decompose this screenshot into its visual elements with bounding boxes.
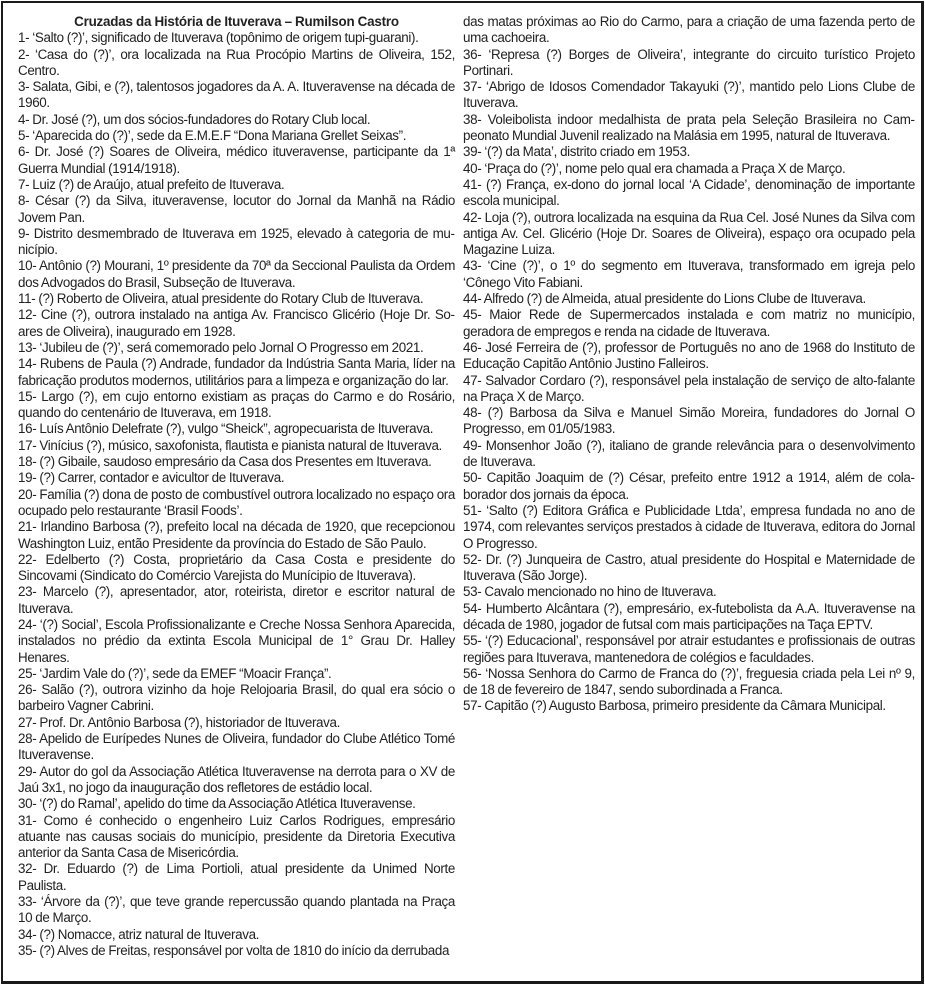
clue-item: 17- Vinícius (?), músico, saxofonista, flautista e pianista natural de Ituverava.	[18, 437, 442, 453]
clue-item: 21- Irlandino Barbosa (?), prefeito local na década de 1920, que recepcionou Washington Luiz, então Presidente da província do Estado de São Paulo.	[18, 519, 455, 551]
clue-item: 18- (?) Gibaile, saudoso empresário da Casa dos Presentes em Ituverava.	[18, 454, 432, 470]
clue-item: 7- Luiz (?) de Araújo, atual prefeito de Ituverava.	[18, 176, 285, 192]
left-clue-list	[18, 30, 455, 959]
clue-item: 8- César (?) da Silva, ituveravense, locutor do Jornal da Manhã na Rádio Jovem Pan.	[18, 193, 455, 225]
clue-item: 6- Dr. José (?) Soares de Oliveira, médico ituveravense, participante da 1ª Guerra Mundial (1914/1918).	[18, 144, 455, 176]
clue-item: 40- ‘Praça do (?)’, nome pelo qual era chamada a Praça X de Março.	[463, 160, 846, 176]
clue-item: 52- Dr. (?) Junqueira de Castro, atual presidente do Hospital e Maternidade de Ituverava (São Jorge).	[463, 551, 915, 584]
clue-item: das matas próximas ao Rio do Carmo, para a criação de uma fazenda perto de uma cachoeira.	[463, 14, 915, 46]
clue-item: 16- Luís Antônio Delefrate (?), vulgo “Sheick”, agropecuarista de Ituverava.	[18, 421, 434, 437]
clue-item: 12- Cine (?), outrora instalado na antiga Av. Francisco Glicério (Hoje Dr. Soares de Oliveira), inaugurado em 1928.	[18, 307, 455, 339]
clue-item: 11- (?) Roberto de Oliveira, atual presidente do Rotary Club de Ituverava.	[18, 291, 424, 307]
clue-item: 5- ‘Aparecida do (?)’, sede da E.M.E.F “Dona Mariana Grellet Seixas”.	[18, 128, 407, 144]
clue-item: 32- Dr. Eduardo (?) de Lima Portioli, atual presidente da Unimed Norte Paulista.	[18, 861, 455, 893]
clue-item: 55- ‘(?) Educacional’, responsável por atrair estudantes e profissionais de outras regiões para Ituverava, mantenedora de colégios e faculdades.	[463, 633, 915, 665]
clue-item: 3- Salata, Gibi, e (?), talentosos jogadores da A. A. Ituveravense na década de 1960.	[18, 79, 455, 111]
clue-item: 13- ‘Jubileu de (?)’, será comemorado pelo Jornal O Progresso em 2021.	[18, 339, 424, 355]
right-clue-list	[463, 14, 915, 715]
clue-item: 10- Antônio (?) Mourani, 1º presidente da 70ª da Seccional Paulista da Ordem dos Advogados do Brasil, Subseção de Ituverava.	[18, 258, 455, 290]
clue-item: 37- ‘Abrigo de Idosos Comendador Takayuki (?)’, mantido pelo Lions Clube de Ituverava.	[463, 79, 915, 111]
clue-item: 47- Salvador Cordaro (?), responsável pela instalação de serviço de alto-falante na Praça X de Março.	[463, 372, 915, 404]
clue-item: 41- (?) França, ex-dono do jornal local ‘A Cidade’, denominação de importante escola municipal.	[463, 176, 915, 209]
clue-item: 46- José Ferreira de (?), professor de Português no ano de 1968 do Instituto de Educação Capitão Antônio Justino Falleiros.	[463, 339, 915, 372]
clue-item: 42- Loja (?), outrora localizada na esquina da Rua Cel. José Nunes da Silva com antiga Av. Cel. Glicério (Hoje Dr. Soares de Oliveira), espaço ora ocupado pela Magazine Luiza.	[463, 209, 915, 258]
clue-item: 29- Autor do gol da Associação Atlética Ituveravense na derrota para o XV de Jaú 3x1, no jogo da inauguração dos refletores de estádio local.	[18, 763, 455, 795]
clue-item: 50- Capitão Joaquim de (?) César, prefeito entre 1912 a 1914, além de colaborador dos jornais da época.	[463, 470, 915, 502]
clue-item: 33- ‘Árvore da (?)’, que teve grande repercussão quando plantada na Praça 10 de Março.	[18, 894, 455, 926]
clue-item: 23- Marcelo (?), apresentador, ator, roteirista, diretor e escritor natural de Ituverava.	[18, 584, 455, 616]
clue-item: 9- Distrito desmembrado de Ituverava em 1925, elevado à categoria de município.	[18, 225, 455, 258]
clue-item: 19- (?) Carrer, contador e avicultor de Ituverava.	[18, 470, 285, 486]
clue-item: 45- Maior Rede de Supermercados instalada e com matriz no município, geradora de empregos e renda na cidade de Ituverava.	[463, 307, 915, 339]
clue-item: 43- ‘Cine (?)’, o 1º do segmento em Ituverava, transformado em igreja pelo ‘Cônego Vito Fabiani.	[463, 258, 915, 290]
clue-item: 28- Apelido de Eurípedes Nunes de Oliveira, fundador do Clube Atlético Tomé Ituveravense.	[18, 731, 455, 763]
clue-item: 14- Rubens de Paula (?) Andrade, fundador da Indústria Santa Maria, líder na fabricação produtos modernos, utilitários para a limpeza e organização do lar.	[18, 356, 455, 388]
clue-item: 38- Voleibolista indoor medalhista de prata pela Seleção Brasileira no Campeonato Mundial Juvenil realizado na Malásia em 1995, natural de Ituverava.	[463, 111, 915, 144]
clue-item: 4- Dr. José (?), um dos sócios-fundadores do Rotary Club local.	[18, 111, 371, 127]
clue-item: 54- Humberto Alcântara (?), empresário, ex-futebolista da A.A. Ituveravense na década de 1980, jogador de futsal com mais participações na Taça EPTV.	[463, 600, 915, 632]
clue-item: 57- Capitão (?) Augusto Barbosa, primeiro presidente da Câmara Municipal.	[463, 698, 886, 714]
clue-item: 24- ‘(?) Social’, Escola Profissionalizante e Creche Nossa Senhora Aparecida, instalados no prédio da extinta Escola Municipal de 1° Grau Dr. Halley Henares.	[18, 616, 455, 665]
document-title: Cruzadas da História de Ituverava – Rumilson Castro	[74, 14, 399, 29]
left-column	[18, 14, 455, 966]
clue-item: 1- ‘Salto (?)’, significado de Ituverava (topônimo de origem tupi-guarani).	[18, 30, 419, 46]
clue-columns	[18, 14, 915, 966]
clue-item: 27- Prof. Dr. Antônio Barbosa (?), historiador de Ituverava.	[18, 714, 340, 730]
clue-item: 53- Cavalo mencionado no hino de Ituverava.	[463, 584, 717, 600]
clue-item: 25- ‘Jardim Vale do (?)’, sede da EMEF “Moacir França”.	[18, 665, 332, 681]
clue-item: 51- ‘Salto (?) Editora Gráfica e Publicidade Ltda’, empresa fundada no ano de 1974, com relevantes serviços prestados à cidade de Ituverava, editora do Jornal O Progresso.	[463, 502, 915, 551]
clue-item: 30- ‘(?) do Ramal’, apelido do time da Associação Atlética Ituveravense.	[18, 796, 416, 812]
clue-item: 26- Salão (?), outrora vizinho da hoje Relojoaria Brasil, do qual era sócio o barbeiro Vagner Cabrini.	[18, 682, 455, 714]
clue-item: 49- Monsenhor João (?), italiano de grande relevância para o desenvolvimento de Ituverava.	[463, 437, 915, 470]
clue-item: 35- (?) Alves de Freitas, responsável por volta de 1810 do início da derrubada	[18, 942, 450, 958]
right-column	[463, 14, 915, 966]
clue-item: 56- ‘Nossa Senhora do Carmo de Franca do (?)’, freguesia criada pela Lei nº 9, de 18 de fevereiro de 1847, sendo subordinada a Franca.	[463, 665, 915, 698]
clue-item: 39- ‘(?) da Mata’, distrito criado em 1953.	[463, 144, 690, 160]
clue-item: 48- (?) Barbosa da Silva e Manuel Simão Moreira, fundadores do Jornal O Progresso, em 01/05/1983.	[463, 405, 915, 437]
clue-item: 15- Largo (?), em cujo entorno existiam as praças do Carmo e do Rosário, quando do centenário de Ituverava, em 1918.	[18, 388, 455, 421]
clue-item: 2- ‘Casa do (?)’, ora localizada na Rua Procópio Martins de Oliveira, 152, Centro.	[18, 46, 455, 78]
clue-item: 31- Como é conhecido o engenheiro Luiz Carlos Rodrigues, empresário atuante nas causas sociais do município, presidente da Diretoria Executiva anterior da Santa Casa de Misericórdia.	[18, 812, 455, 861]
clue-item: 44- Alfredo (?) de Almeida, atual presidente do Lions Clube de Ituverava.	[463, 291, 866, 307]
clue-item: 22- Edelberto (?) Costa, proprietário da Casa Costa e presidente do Sincovami (Sindicato do Comércio Varejista do Munícipio de Ituverava).	[18, 551, 455, 584]
clue-item: 34- (?) Nomacce, atriz natural de Ituverava.	[18, 926, 260, 942]
clue-item: 36- ‘Represa (?) Borges de Oliveira’, integrante do circuito turístico Projeto Portinari.	[463, 46, 915, 78]
clue-item: 20- Família (?) dona de posto de combustível outrora localizado no espaço ora ocupado pelo restaurante ‘Brasil Foods’.	[18, 486, 455, 518]
